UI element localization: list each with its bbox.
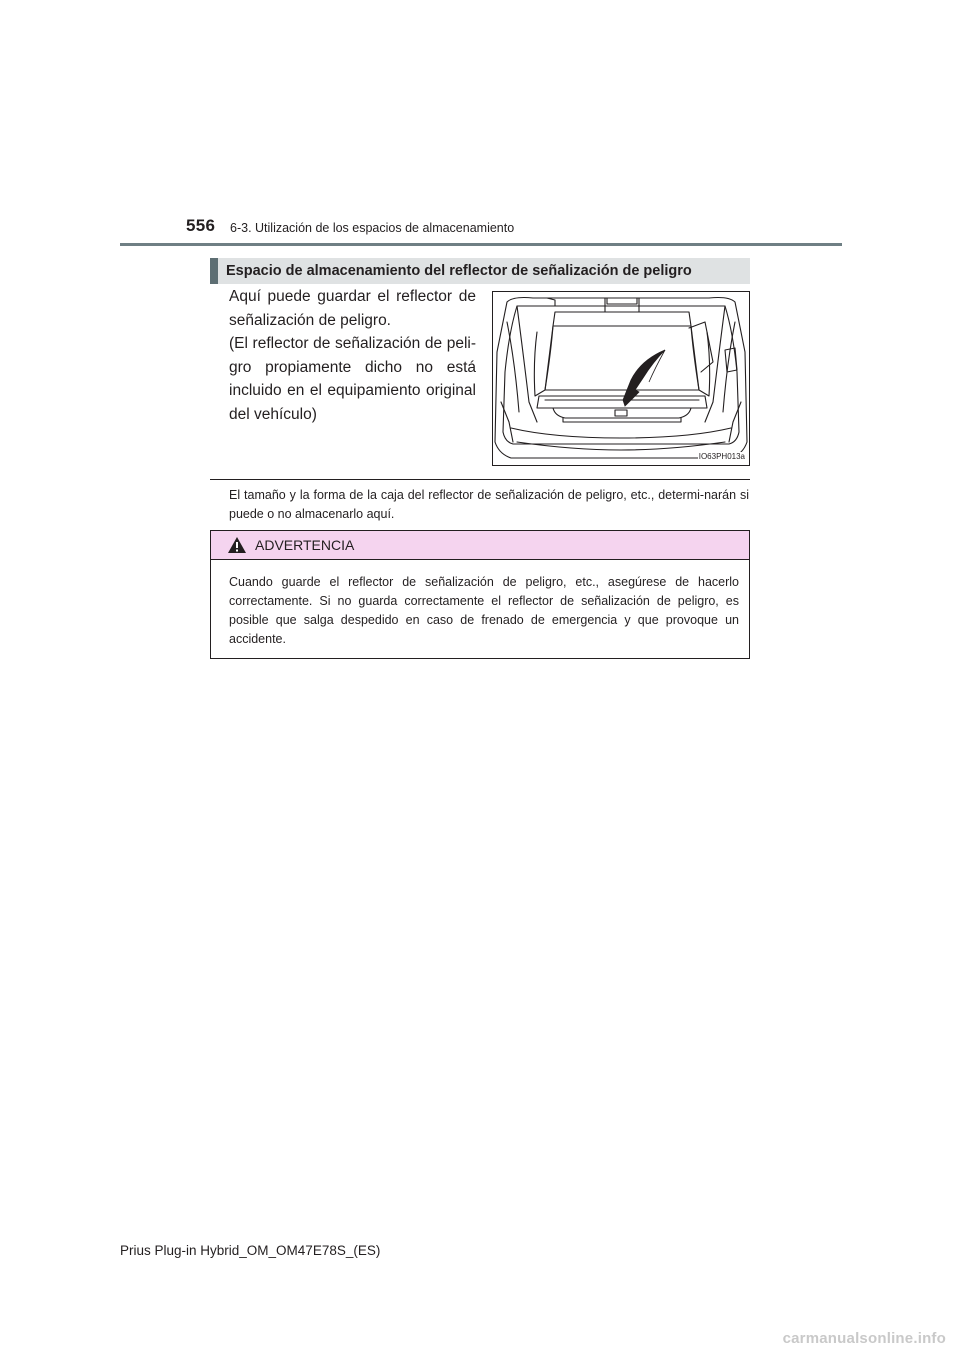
intro-paragraph: Aquí puede guardar el reflector de señalización de peligro. — [229, 288, 476, 329]
watermark: carmanualsonline.info — [782, 1330, 946, 1347]
warning-title: ADVERTENCIA — [255, 537, 355, 553]
intro-text — [229, 285, 476, 426]
trunk-drawing — [493, 292, 749, 465]
figure-code: IO63PH013a — [698, 452, 745, 461]
document-id: Prius Plug-in Hybrid_OM_OM47E78S_(ES) — [120, 1243, 381, 1258]
note-divider — [210, 479, 750, 480]
breadcrumb: 6-3. Utilización de los espacios de almacenamiento — [230, 221, 515, 235]
page-number: 556 — [186, 216, 216, 235]
warning-text: Cuando guarde el reflector de señalización de peligro, etc., asegúrese de hacerlo correctamente. Si no guarda correctamente el reflector de señalización de peligro, es posible que salga despedido en caso de frenado de emergencia y que provoque un accidente. — [229, 575, 739, 646]
section-title: Espacio de almacenamiento del reflector de señalización de peligro — [210, 258, 750, 284]
note-text: El tamaño y la forma de la caja del reflector de señalización de peligro, etc., determi-narán si puede o no almacenarlo aquí. — [229, 488, 749, 521]
warning-box — [210, 530, 750, 659]
luggage-compartment-illustration — [492, 291, 750, 466]
warning-header — [211, 531, 749, 560]
header-rule — [120, 243, 842, 246]
intro-paragraph: (El reflector de señalización de peli-gro propiamente dicho no está incluido en el equipamiento original del vehículo) — [229, 335, 476, 423]
warning-triangle-icon — [227, 536, 247, 554]
